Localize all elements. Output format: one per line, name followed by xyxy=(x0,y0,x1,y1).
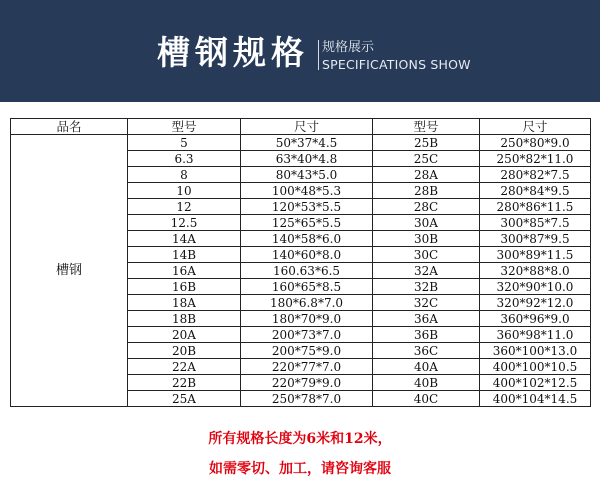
model-right-cell: 30B xyxy=(373,231,480,247)
model-left-cell: 18B xyxy=(128,311,241,327)
model-left-cell: 20A xyxy=(128,327,241,343)
size-right-cell: 280*84*9.5 xyxy=(480,183,591,199)
size-left-cell: 250*78*7.0 xyxy=(241,391,373,407)
size-right-cell: 280*82*7.5 xyxy=(480,167,591,183)
header-banner xyxy=(0,0,600,102)
model-right-cell: 25C xyxy=(373,151,480,167)
size-right-cell: 360*96*9.0 xyxy=(480,311,591,327)
model-right-cell: 28B xyxy=(373,183,480,199)
header-model-left: 型号 xyxy=(128,119,241,135)
model-left-cell: 10 xyxy=(128,183,241,199)
size-right-cell: 320*88*8.0 xyxy=(480,263,591,279)
model-right-cell: 30A xyxy=(373,215,480,231)
note-service: 如需零切、加工，请咨询客服 xyxy=(209,461,391,477)
size-left-cell: 180*70*9.0 xyxy=(241,311,373,327)
size-right-cell: 250*80*9.0 xyxy=(480,135,591,151)
table-header-row xyxy=(11,119,591,135)
size-left-cell: 160*65*8.5 xyxy=(241,279,373,295)
size-left-cell: 125*65*5.5 xyxy=(241,215,373,231)
table-row xyxy=(11,135,591,151)
spec-table xyxy=(10,118,591,407)
model-left-cell: 6.3 xyxy=(128,151,241,167)
size-left-cell: 160.63*6.5 xyxy=(241,263,373,279)
model-left-cell: 12.5 xyxy=(128,215,241,231)
model-right-cell: 25B xyxy=(373,135,480,151)
size-left-cell: 80*43*5.0 xyxy=(241,167,373,183)
model-left-cell: 14B xyxy=(128,247,241,263)
model-right-cell: 36A xyxy=(373,311,480,327)
model-right-cell: 32A xyxy=(373,263,480,279)
banner-subtitle-cn: 规格展示 xyxy=(322,40,375,55)
size-right-cell: 320*90*10.0 xyxy=(480,279,591,295)
header-size-right: 尺寸 xyxy=(480,119,591,135)
size-left-cell: 220*79*9.0 xyxy=(241,375,373,391)
size-right-cell: 360*98*11.0 xyxy=(480,327,591,343)
model-left-cell: 12 xyxy=(128,199,241,215)
model-right-cell: 40C xyxy=(373,391,480,407)
model-right-cell: 28A xyxy=(373,167,480,183)
size-right-cell: 400*100*10.5 xyxy=(480,359,591,375)
model-left-cell: 22A xyxy=(128,359,241,375)
size-left-cell: 220*77*7.0 xyxy=(241,359,373,375)
model-left-cell: 5 xyxy=(128,135,241,151)
size-left-cell: 200*75*9.0 xyxy=(241,343,373,359)
model-left-cell: 16A xyxy=(128,263,241,279)
model-right-cell: 36C xyxy=(373,343,480,359)
model-left-cell: 22B xyxy=(128,375,241,391)
model-left-cell: 20B xyxy=(128,343,241,359)
size-left-cell: 140*60*8.0 xyxy=(241,247,373,263)
size-right-cell: 400*104*14.5 xyxy=(480,391,591,407)
banner-title: 槽钢规格 xyxy=(157,33,309,72)
model-left-cell: 18A xyxy=(128,295,241,311)
header-product-name: 品名 xyxy=(11,119,128,135)
table-body xyxy=(11,135,591,407)
size-left-cell: 200*73*7.0 xyxy=(241,327,373,343)
model-left-cell: 16B xyxy=(128,279,241,295)
size-right-cell: 280*86*11.5 xyxy=(480,199,591,215)
size-right-cell: 360*100*13.0 xyxy=(480,343,591,359)
size-left-cell: 63*40*4.8 xyxy=(241,151,373,167)
size-right-cell: 400*102*12.5 xyxy=(480,375,591,391)
size-left-cell: 100*48*5.3 xyxy=(241,183,373,199)
size-right-cell: 250*82*11.0 xyxy=(480,151,591,167)
model-right-cell: 36B xyxy=(373,327,480,343)
size-left-cell: 50*37*4.5 xyxy=(241,135,373,151)
model-right-cell: 30C xyxy=(373,247,480,263)
banner-divider xyxy=(318,40,319,70)
model-right-cell: 40B xyxy=(373,375,480,391)
size-right-cell: 320*92*12.0 xyxy=(480,295,591,311)
model-left-cell: 8 xyxy=(128,167,241,183)
model-right-cell: 28C xyxy=(373,199,480,215)
size-right-cell: 300*89*11.5 xyxy=(480,247,591,263)
header-model-right: 型号 xyxy=(373,119,480,135)
size-right-cell: 300*85*7.5 xyxy=(480,215,591,231)
size-right-cell: 300*87*9.5 xyxy=(480,231,591,247)
banner-subtitle-en: SPECIFICATIONS SHOW xyxy=(322,57,471,72)
model-left-cell: 25A xyxy=(128,391,241,407)
product-name-cell: 槽钢 xyxy=(11,135,128,407)
model-right-cell: 40A xyxy=(373,359,480,375)
size-left-cell: 120*53*5.5 xyxy=(241,199,373,215)
model-right-cell: 32B xyxy=(373,279,480,295)
size-left-cell: 140*58*6.0 xyxy=(241,231,373,247)
model-left-cell: 14A xyxy=(128,231,241,247)
note-length: 所有规格长度为6米和12米， xyxy=(208,431,392,447)
header-size-left: 尺寸 xyxy=(241,119,373,135)
size-left-cell: 180*6.8*7.0 xyxy=(241,295,373,311)
model-right-cell: 32C xyxy=(373,295,480,311)
